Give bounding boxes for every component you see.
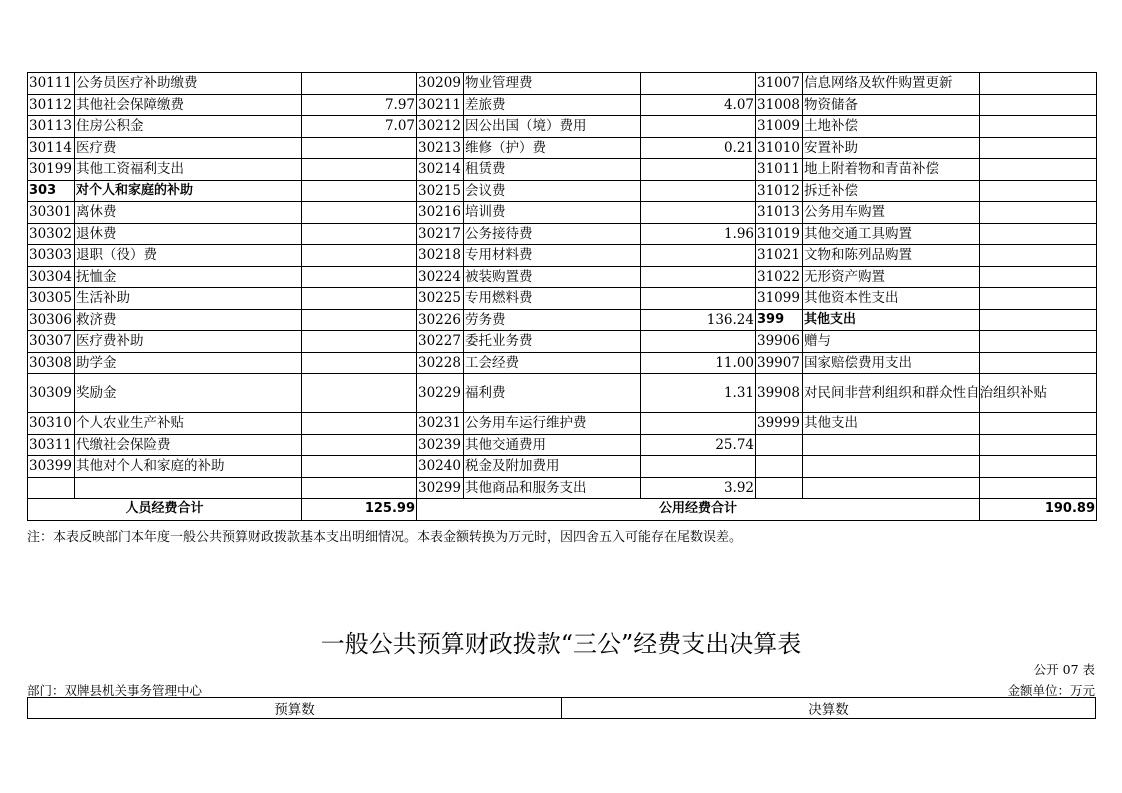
personnel-total-value: 125.99 bbox=[302, 499, 417, 521]
name-cell: 对个人和家庭的补助 bbox=[75, 180, 302, 202]
amount-cell: 1.96 bbox=[641, 223, 756, 245]
name-cell: 被装购置费 bbox=[464, 266, 641, 288]
amount-cell bbox=[980, 159, 1097, 181]
code-cell: 30113 bbox=[28, 116, 75, 138]
table-row bbox=[28, 266, 1097, 288]
name-cell: 福利费 bbox=[464, 374, 641, 413]
amount-cell: 7.07 bbox=[302, 116, 417, 138]
code-cell: 31010 bbox=[756, 137, 803, 159]
public-total-label: 公用经费合计 bbox=[417, 499, 980, 521]
amount-cell bbox=[641, 288, 756, 310]
amount-cell bbox=[980, 413, 1097, 435]
name-cell: 住房公积金 bbox=[75, 116, 302, 138]
name-cell: 其他交通工具购置 bbox=[803, 223, 980, 245]
code-cell: 30311 bbox=[28, 434, 75, 456]
code-cell: 30308 bbox=[28, 352, 75, 374]
amount-cell bbox=[302, 180, 417, 202]
table-row bbox=[28, 137, 1097, 159]
amount-cell bbox=[980, 434, 1097, 456]
name-cell: 其他支出 bbox=[803, 413, 980, 435]
amount-cell bbox=[980, 266, 1097, 288]
name-cell: 物业管理费 bbox=[464, 73, 641, 95]
amount-cell bbox=[980, 477, 1097, 499]
code-cell: 30114 bbox=[28, 137, 75, 159]
amount-cell bbox=[980, 73, 1097, 95]
code-cell: 30240 bbox=[417, 456, 464, 478]
table-note: 注：本表反映部门本年度一般公共预算财政拨款基本支出明细情况。本表金额转换为万元时，因四舍五入可能存在尾数误差。 bbox=[27, 530, 743, 545]
name-cell: 租赁费 bbox=[464, 159, 641, 181]
name-cell: 抚恤金 bbox=[75, 266, 302, 288]
amount-cell: 1.31 bbox=[641, 374, 756, 413]
name-cell: 工会经费 bbox=[464, 352, 641, 374]
code-cell: 39907 bbox=[756, 352, 803, 374]
amount-cell bbox=[302, 309, 417, 331]
code-cell: 30215 bbox=[417, 180, 464, 202]
code-cell bbox=[756, 477, 803, 499]
code-cell: 30209 bbox=[417, 73, 464, 95]
code-cell: 30302 bbox=[28, 223, 75, 245]
code-cell: 30225 bbox=[417, 288, 464, 310]
code-cell: 30303 bbox=[28, 245, 75, 267]
code-cell: 30218 bbox=[417, 245, 464, 267]
amount-cell bbox=[302, 374, 417, 413]
amount-cell bbox=[980, 116, 1097, 138]
name-cell: 其他社会保障缴费 bbox=[75, 94, 302, 116]
code-cell: 399 bbox=[756, 309, 803, 331]
name-cell: 土地补偿 bbox=[803, 116, 980, 138]
name-cell: 拆迁补偿 bbox=[803, 180, 980, 202]
code-cell: 30112 bbox=[28, 94, 75, 116]
code-cell: 30239 bbox=[417, 434, 464, 456]
name-cell: 因公出国（境）费用 bbox=[464, 116, 641, 138]
amount-cell bbox=[302, 245, 417, 267]
name-cell: 代缴社会保险费 bbox=[75, 434, 302, 456]
amount-cell bbox=[302, 137, 417, 159]
code-cell: 30216 bbox=[417, 202, 464, 224]
code-cell: 31013 bbox=[756, 202, 803, 224]
code-cell bbox=[756, 434, 803, 456]
code-cell: 39906 bbox=[756, 331, 803, 353]
code-cell: 30213 bbox=[417, 137, 464, 159]
amount-cell bbox=[302, 352, 417, 374]
code-cell: 30304 bbox=[28, 266, 75, 288]
name-cell: 其他支出 bbox=[803, 309, 980, 331]
amount-cell: 136.24 bbox=[641, 309, 756, 331]
name-cell: 信息网络及软件购置更新 bbox=[803, 73, 980, 95]
name-cell: 对民间非营利组织和群众性自治组织补贴 bbox=[803, 374, 980, 413]
code-cell: 31021 bbox=[756, 245, 803, 267]
table-row bbox=[28, 245, 1097, 267]
amount-cell bbox=[980, 245, 1097, 267]
name-cell: 国家赔偿费用支出 bbox=[803, 352, 980, 374]
amount-cell bbox=[980, 180, 1097, 202]
table-row bbox=[28, 288, 1097, 310]
table-row bbox=[28, 352, 1097, 374]
code-cell: 31019 bbox=[756, 223, 803, 245]
amount-cell bbox=[302, 266, 417, 288]
name-cell bbox=[803, 434, 980, 456]
name-cell: 医疗费 bbox=[75, 137, 302, 159]
name-cell: 会议费 bbox=[464, 180, 641, 202]
three-public-table bbox=[27, 697, 1096, 719]
code-cell: 30309 bbox=[28, 374, 75, 413]
name-cell: 医疗费补助 bbox=[75, 331, 302, 353]
final-header: 决算数 bbox=[562, 698, 1096, 719]
code-cell: 30310 bbox=[28, 413, 75, 435]
code-cell: 31099 bbox=[756, 288, 803, 310]
name-cell: 其他资本性支出 bbox=[803, 288, 980, 310]
amount-cell bbox=[641, 202, 756, 224]
table-row bbox=[28, 202, 1097, 224]
table-row bbox=[28, 309, 1097, 331]
code-cell: 39908 bbox=[756, 374, 803, 413]
name-cell bbox=[803, 477, 980, 499]
name-cell: 生活补助 bbox=[75, 288, 302, 310]
code-cell: 30307 bbox=[28, 331, 75, 353]
name-cell: 文物和陈列品购置 bbox=[803, 245, 980, 267]
table-row bbox=[28, 159, 1097, 181]
code-cell: 30228 bbox=[417, 352, 464, 374]
code-cell: 30211 bbox=[417, 94, 464, 116]
code-cell: 39999 bbox=[756, 413, 803, 435]
code-cell: 31007 bbox=[756, 73, 803, 95]
table-row bbox=[28, 73, 1097, 95]
public-total-value: 190.89 bbox=[980, 499, 1097, 521]
amount-cell: 7.97 bbox=[302, 94, 417, 116]
amount-cell bbox=[641, 456, 756, 478]
amount-cell bbox=[980, 331, 1097, 353]
name-cell: 专用燃料费 bbox=[464, 288, 641, 310]
code-cell: 30217 bbox=[417, 223, 464, 245]
amount-cell bbox=[980, 456, 1097, 478]
code-cell: 303 bbox=[28, 180, 75, 202]
name-cell: 个人农业生产补贴 bbox=[75, 413, 302, 435]
department-label: 部门：双牌县机关事务管理中心 bbox=[27, 683, 203, 698]
name-cell: 税金及附加费用 bbox=[464, 456, 641, 478]
amount-cell: 0.21 bbox=[641, 137, 756, 159]
amount-cell bbox=[302, 73, 417, 95]
table-row bbox=[28, 223, 1097, 245]
amount-cell bbox=[641, 116, 756, 138]
amount-cell bbox=[302, 413, 417, 435]
code-cell: 31011 bbox=[756, 159, 803, 181]
expenditure-detail-table bbox=[27, 72, 1097, 521]
name-cell: 培训费 bbox=[464, 202, 641, 224]
amount-cell bbox=[302, 159, 417, 181]
form-number: 公开 07 表 bbox=[1033, 662, 1095, 677]
name-cell: 安置补助 bbox=[803, 137, 980, 159]
code-cell: 30299 bbox=[417, 477, 464, 499]
name-cell: 公务用车购置 bbox=[803, 202, 980, 224]
table-row bbox=[28, 434, 1097, 456]
code-cell: 31022 bbox=[756, 266, 803, 288]
amount-cell bbox=[641, 73, 756, 95]
name-cell bbox=[803, 456, 980, 478]
amount-cell bbox=[302, 477, 417, 499]
table-row bbox=[28, 413, 1097, 435]
name-cell: 赠与 bbox=[803, 331, 980, 353]
name-cell bbox=[75, 477, 302, 499]
amount-cell bbox=[302, 223, 417, 245]
code-cell: 30226 bbox=[417, 309, 464, 331]
table-row bbox=[28, 116, 1097, 138]
code-cell: 30224 bbox=[417, 266, 464, 288]
amount-cell bbox=[980, 202, 1097, 224]
amount-cell bbox=[641, 180, 756, 202]
amount-cell: 11.00 bbox=[641, 352, 756, 374]
amount-cell bbox=[302, 434, 417, 456]
name-cell: 助学金 bbox=[75, 352, 302, 374]
name-cell: 公务接待费 bbox=[464, 223, 641, 245]
table-row bbox=[28, 456, 1097, 478]
name-cell: 奖励金 bbox=[75, 374, 302, 413]
code-cell: 30229 bbox=[417, 374, 464, 413]
amount-cell bbox=[641, 245, 756, 267]
amount-cell bbox=[641, 266, 756, 288]
name-cell: 公务用车运行维护费 bbox=[464, 413, 641, 435]
name-cell: 救济费 bbox=[75, 309, 302, 331]
code-cell: 30305 bbox=[28, 288, 75, 310]
name-cell: 其他交通费用 bbox=[464, 434, 641, 456]
amount-cell bbox=[980, 309, 1097, 331]
name-cell: 劳务费 bbox=[464, 309, 641, 331]
code-cell: 31009 bbox=[756, 116, 803, 138]
amount-cell: 3.92 bbox=[641, 477, 756, 499]
code-cell bbox=[756, 456, 803, 478]
code-cell: 30214 bbox=[417, 159, 464, 181]
code-cell: 30306 bbox=[28, 309, 75, 331]
code-cell: 30301 bbox=[28, 202, 75, 224]
unit-label: 金额单位：万元 bbox=[1007, 683, 1095, 698]
amount-cell bbox=[980, 137, 1097, 159]
budget-header: 预算数 bbox=[28, 698, 562, 719]
amount-cell bbox=[641, 413, 756, 435]
name-cell: 专用材料费 bbox=[464, 245, 641, 267]
name-cell: 其他商品和服务支出 bbox=[464, 477, 641, 499]
name-cell: 维修（护）费 bbox=[464, 137, 641, 159]
amount-cell bbox=[302, 288, 417, 310]
amount-cell bbox=[302, 331, 417, 353]
table-row bbox=[28, 331, 1097, 353]
header-row bbox=[28, 698, 1096, 719]
name-cell: 其他工资福利支出 bbox=[75, 159, 302, 181]
amount-cell bbox=[641, 159, 756, 181]
code-cell: 30111 bbox=[28, 73, 75, 95]
table-row bbox=[28, 94, 1097, 116]
table-row bbox=[28, 180, 1097, 202]
name-cell: 差旅费 bbox=[464, 94, 641, 116]
amount-cell bbox=[980, 288, 1097, 310]
code-cell: 30212 bbox=[417, 116, 464, 138]
amount-cell bbox=[980, 352, 1097, 374]
name-cell: 物资储备 bbox=[803, 94, 980, 116]
amount-cell: 4.07 bbox=[641, 94, 756, 116]
amount-cell bbox=[980, 94, 1097, 116]
table-row bbox=[28, 374, 1097, 413]
name-cell: 退职（役）费 bbox=[75, 245, 302, 267]
amount-cell bbox=[302, 456, 417, 478]
amount-cell bbox=[641, 331, 756, 353]
amount-cell bbox=[302, 202, 417, 224]
amount-cell: 25.74 bbox=[641, 434, 756, 456]
name-cell: 退休费 bbox=[75, 223, 302, 245]
table-row bbox=[28, 477, 1097, 499]
code-cell: 31008 bbox=[756, 94, 803, 116]
name-cell: 无形资产购置 bbox=[803, 266, 980, 288]
code-cell: 30199 bbox=[28, 159, 75, 181]
total-row bbox=[28, 499, 1097, 521]
name-cell: 地上附着物和青苗补偿 bbox=[803, 159, 980, 181]
code-cell: 30399 bbox=[28, 456, 75, 478]
code-cell: 30227 bbox=[417, 331, 464, 353]
amount-cell bbox=[980, 223, 1097, 245]
name-cell: 公务员医疗补助缴费 bbox=[75, 73, 302, 95]
name-cell: 委托业务费 bbox=[464, 331, 641, 353]
name-cell: 离休费 bbox=[75, 202, 302, 224]
code-cell: 31012 bbox=[756, 180, 803, 202]
name-cell: 其他对个人和家庭的补助 bbox=[75, 456, 302, 478]
personnel-total-label: 人员经费合计 bbox=[28, 499, 302, 521]
code-cell bbox=[28, 477, 75, 499]
section-title: 一般公共预算财政拨款“三公”经费支出决算表 bbox=[320, 630, 802, 658]
code-cell: 30231 bbox=[417, 413, 464, 435]
